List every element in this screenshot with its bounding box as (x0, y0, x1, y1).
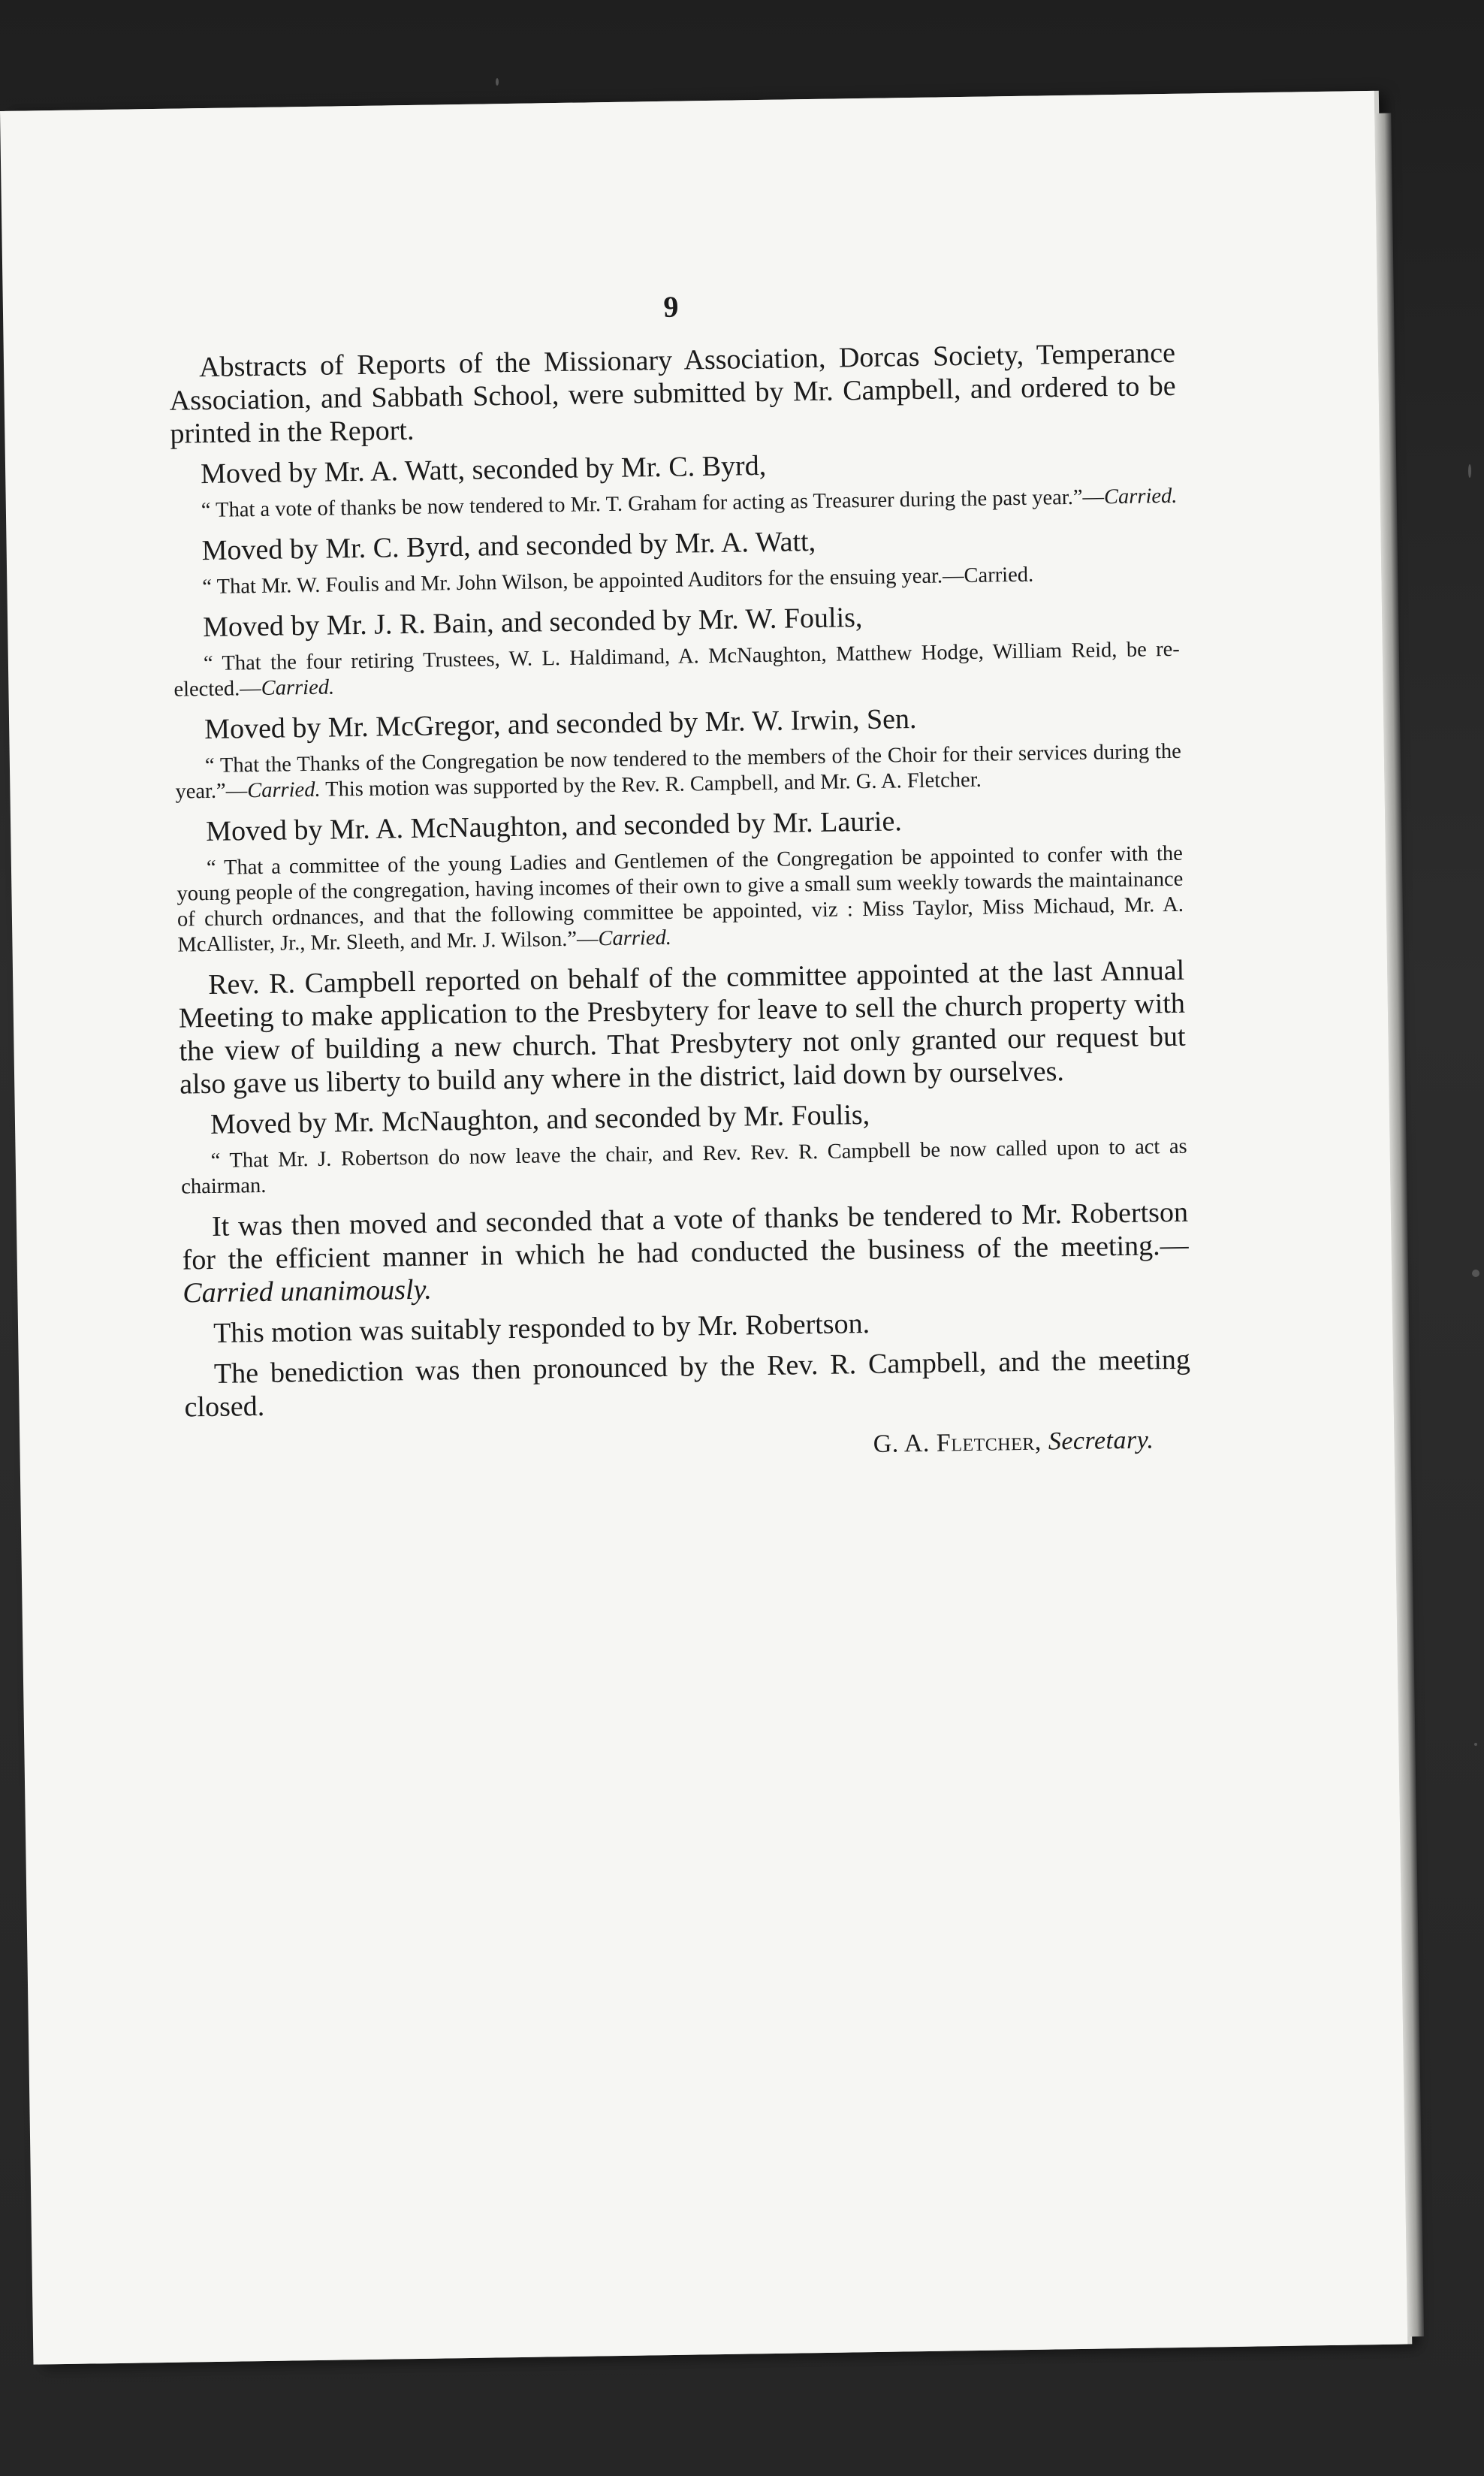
resolution-text: “ That Mr. J. Robertson do now leave the chair, and Rev. Rev. R. Campbell be now called upon to act as chairman. (181, 1134, 1187, 1199)
resolution-text: “ That a committee of the young Ladies and Gentlemen of the Congregation be appointed to confer with the young people of the congregation, having incomes of their own to give a small sum weekly towards the maintainance of church ordnances, and that the following committee be appointed, viz : Miss Taylor, Miss Michaud, Mr. A. McAllister, Jr., Mr. Sleeth, and Mr. J. Wilson.”— (176, 841, 1184, 957)
motion-watt-byrd: Moved by Mr. A. Watt, seconded by Mr. C. Byrd, (200, 449, 767, 491)
resolution-status: Carried. (246, 778, 321, 803)
paragraph-response: This motion was suitably responded to by Mr. Robertson. (213, 1308, 870, 1349)
document-page (0, 91, 1407, 2365)
page-number: 9 (663, 289, 680, 324)
scan-speck (1474, 1743, 1477, 1746)
resolution-status: Carried. (1103, 484, 1178, 509)
motion-mcnaughton-foulis: Moved by Mr. McNaughton, and seconded by Mr. Foulis, (210, 1098, 870, 1140)
motion-bain-foulis: Moved by Mr. J. R. Bain, and seconded by Mr. W. Foulis, (202, 602, 863, 644)
page-content (168, 282, 1192, 1469)
paragraph-vote-of-thanks (182, 1196, 1190, 1310)
resolution-text: “ That the four retiring Trustees, W. L. Haldimand, A. McNaughton, Matthew Hodge, William Reid, be re-elected.— (173, 637, 1181, 702)
resolution-chairman (181, 1134, 1188, 1200)
signature-title: Secretary. (1048, 1426, 1154, 1456)
resolution-young-people-committee (176, 841, 1184, 959)
resolution-trustees (173, 637, 1181, 703)
motion-mcnaughton-laurie: Moved by Mr. A. McNaughton, and seconded by Mr. Laurie. (205, 805, 903, 848)
paragraph-presbytery-report: Rev. R. Campbell reported on behalf of the committee appointed at the last Annual Meeting to make application to the Presbytery for leave to sell the church property with the view of building a new church. That Presbytery not only granted our request but also gave us liberty to build any where in the district, laid down by ourselves. (178, 954, 1186, 1101)
motion-byrd-watt: Moved by Mr. C. Byrd, and seconded by Mr. A. Watt, (201, 525, 816, 567)
resolution-auditors (172, 560, 1178, 601)
scan-speck (1472, 1270, 1479, 1277)
paragraph-status: Carried unanimously. (182, 1273, 433, 1309)
resolution-tail: This motion was supported by the Rev. R. Campbell, and Mr. G. A. Fletcher. (320, 768, 982, 802)
scan-speck (496, 78, 499, 86)
resolution-treasurer-thanks (171, 484, 1178, 524)
resolution-text: “ That a vote of thanks be now tendered to Mr. T. Graham for acting as Treasurer during the past year.”— (201, 485, 1105, 523)
signature-name: G. A. Fletcher, (873, 1427, 1042, 1458)
resolution-status: Carried. (261, 675, 335, 700)
signature (185, 1426, 1191, 1469)
paragraph-abstracts: Abstracts of Reports of the Missionary Association, Dorcas Society, Temperance Association, and Sabbath School, were submitted by Mr. Campbell, and ordered to be printed in the Report. (169, 337, 1176, 450)
scan-speck (1468, 464, 1471, 478)
resolution-choir-thanks (175, 739, 1182, 805)
resolution-text: “ That the Thanks of the Congregation be now tendered to the members of the Choir for their services during the year.”— (175, 739, 1182, 804)
resolution-text: “ That Mr. W. Foulis and Mr. John Wilson, be appointed Auditors for the ensuing year.—Carried. (202, 563, 1034, 599)
paragraph-text: It was then moved and seconded that a vote of thanks be tendered to Mr. Robertson for the efficient manner in which he had conducted the business of the meeting.— (182, 1196, 1189, 1276)
motion-mcgregor-irwin: Moved by Mr. McGregor, and seconded by Mr. W. Irwin, Sen. (204, 702, 917, 746)
paragraph-benediction: The benediction was then pronounced by the Rev. R. Campbell, and the meeting closed. (184, 1343, 1191, 1424)
resolution-status: Carried. (598, 925, 672, 951)
